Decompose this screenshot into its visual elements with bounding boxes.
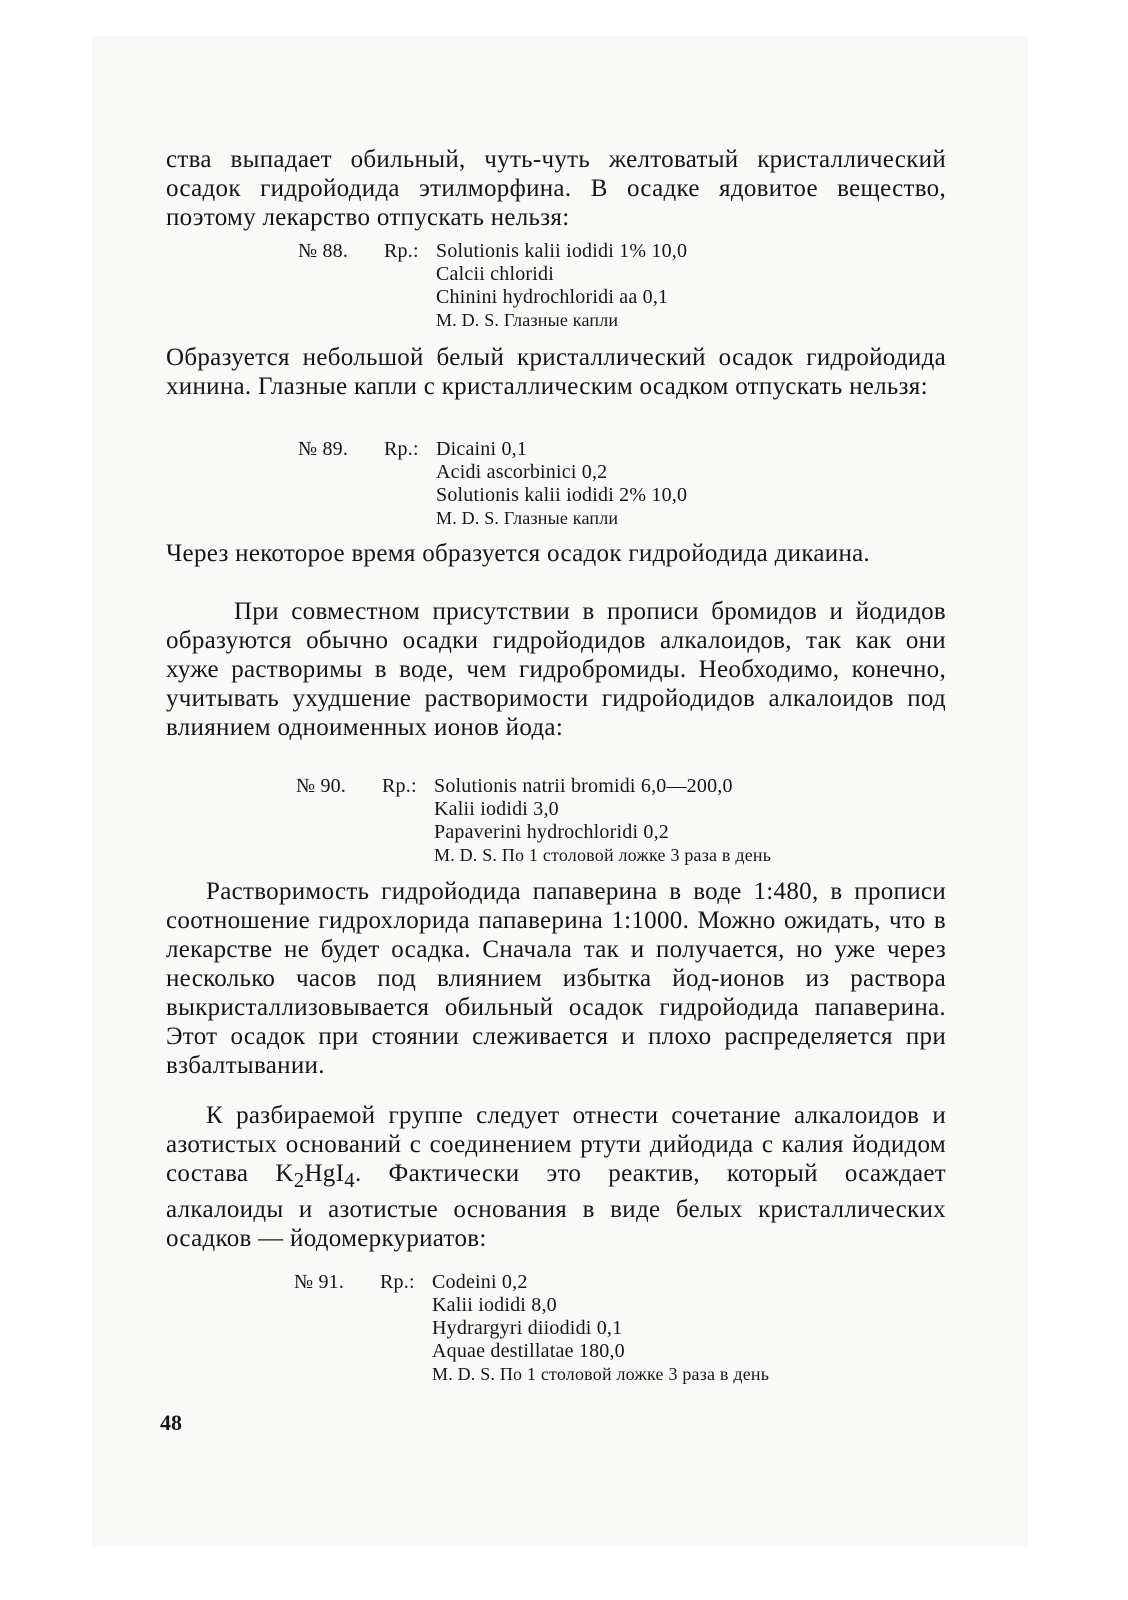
recipe-line: Aquae destillatae 180,0	[432, 1340, 625, 1362]
recipe-line: Kalii iodidi 8,0	[432, 1294, 557, 1316]
recipe-line: Chinini hydrochloridi aa 0,1	[436, 286, 669, 308]
recipe-rp: Rp.:	[384, 438, 419, 460]
recipe-number: № 89.	[298, 438, 349, 460]
recipe-number: № 90.	[296, 775, 347, 797]
recipe-line: Hydrargyri diiodidi 0,1	[432, 1317, 623, 1339]
recipe-rp: Rp.:	[382, 775, 417, 797]
formula-subscript: 2	[293, 1168, 305, 1192]
recipe-number: № 88.	[298, 240, 349, 262]
recipe-line: Solutionis kalii iodidi 2% 10,0	[436, 484, 688, 506]
recipe-rp: Rp.:	[384, 240, 419, 262]
paragraph-6-text: . Фактически это реактив, который осаждает алкалоиды и азотистые основания в виде белых кристаллических осадков — йодомеркуриатов:	[166, 1160, 947, 1252]
paragraph-3: Через некоторое время образуется осадок гидройодида дикаина.	[166, 540, 871, 567]
page-number: 48	[160, 1410, 182, 1435]
recipe-line: Calcii chloridi	[436, 263, 554, 285]
recipe-line: Dicaini 0,1	[436, 438, 528, 460]
recipe-89	[298, 438, 687, 530]
recipe-rp: Rp.:	[380, 1271, 415, 1293]
recipe-signature: M. D. S. Глазные капли	[436, 310, 619, 330]
formula-text: HgI	[304, 1160, 345, 1187]
recipe-line: Acidi ascorbinici 0,2	[436, 461, 608, 483]
paragraph-2: Образуется небольшой белый кристаллический осадок гидройодида хинина. Глазные капли с кристаллическим осадком отпускать нельзя:	[166, 344, 946, 400]
recipe-line: Codeini 0,2	[432, 1271, 528, 1293]
recipe-line: Solutionis kalii iodidi 1% 10,0	[436, 240, 688, 262]
recipe-line: Solutionis natrii bromidi 6,0—200,0	[434, 775, 733, 797]
recipe-line: Papaverini hydrochloridi 0,2	[434, 821, 669, 843]
recipe-signature: M. D. S. По 1 столовой ложке 3 раза в день	[432, 1364, 770, 1384]
paragraph-1: ства выпадает обильный, чуть-чуть желтоватый кристаллический осадок гидройодида этилморфина. В осадке ядовитое вещество, поэтому лекарство отпускать нельзя:	[166, 146, 946, 231]
recipe-signature: M. D. S. Глазные капли	[436, 508, 619, 528]
recipe-90	[296, 775, 771, 867]
paragraph-5: Растворимость гидройодида папаверина в воде 1:480, в прописи соотношение гидрохлорида папаверина 1:1000. Можно ожидать, что в лекарстве не будет осадка. Сначала так и получается, но уже через несколько часов под влиянием избытка йод-ионов из раствора выкристаллизовывается обильный осадок гидройодида папаверина. Этот осадок при стоянии слеживается и плохо распределяется при взбалтывании.	[166, 878, 946, 1079]
recipe-91	[294, 1271, 769, 1386]
paragraph-4: При совместном присутствии в прописи бромидов и йодидов образуются обычно осадки гидройодидов алкалоидов, так как они хуже растворимы в воде, чем гидробромиды. Необходимо, конечно, учитывать ухудшение растворимости гидройодидов алкалоидов под влиянием одноименных ионов йода:	[166, 598, 946, 741]
recipe-line: Kalii iodidi 3,0	[434, 798, 559, 820]
recipe-number: № 91.	[294, 1271, 345, 1293]
paragraph-6	[166, 1101, 946, 1253]
paragraph-6-text: К разбираемой группе следует отнести сочетание алкалоидов и азотистых оснований с соединением ртути дийодида с калия йодидом состава K	[166, 1102, 946, 1187]
recipe-signature: M. D. S. По 1 столовой ложке 3 раза в день	[434, 845, 772, 865]
formula-subscript: 4	[344, 1168, 355, 1192]
recipe-88	[298, 240, 687, 332]
